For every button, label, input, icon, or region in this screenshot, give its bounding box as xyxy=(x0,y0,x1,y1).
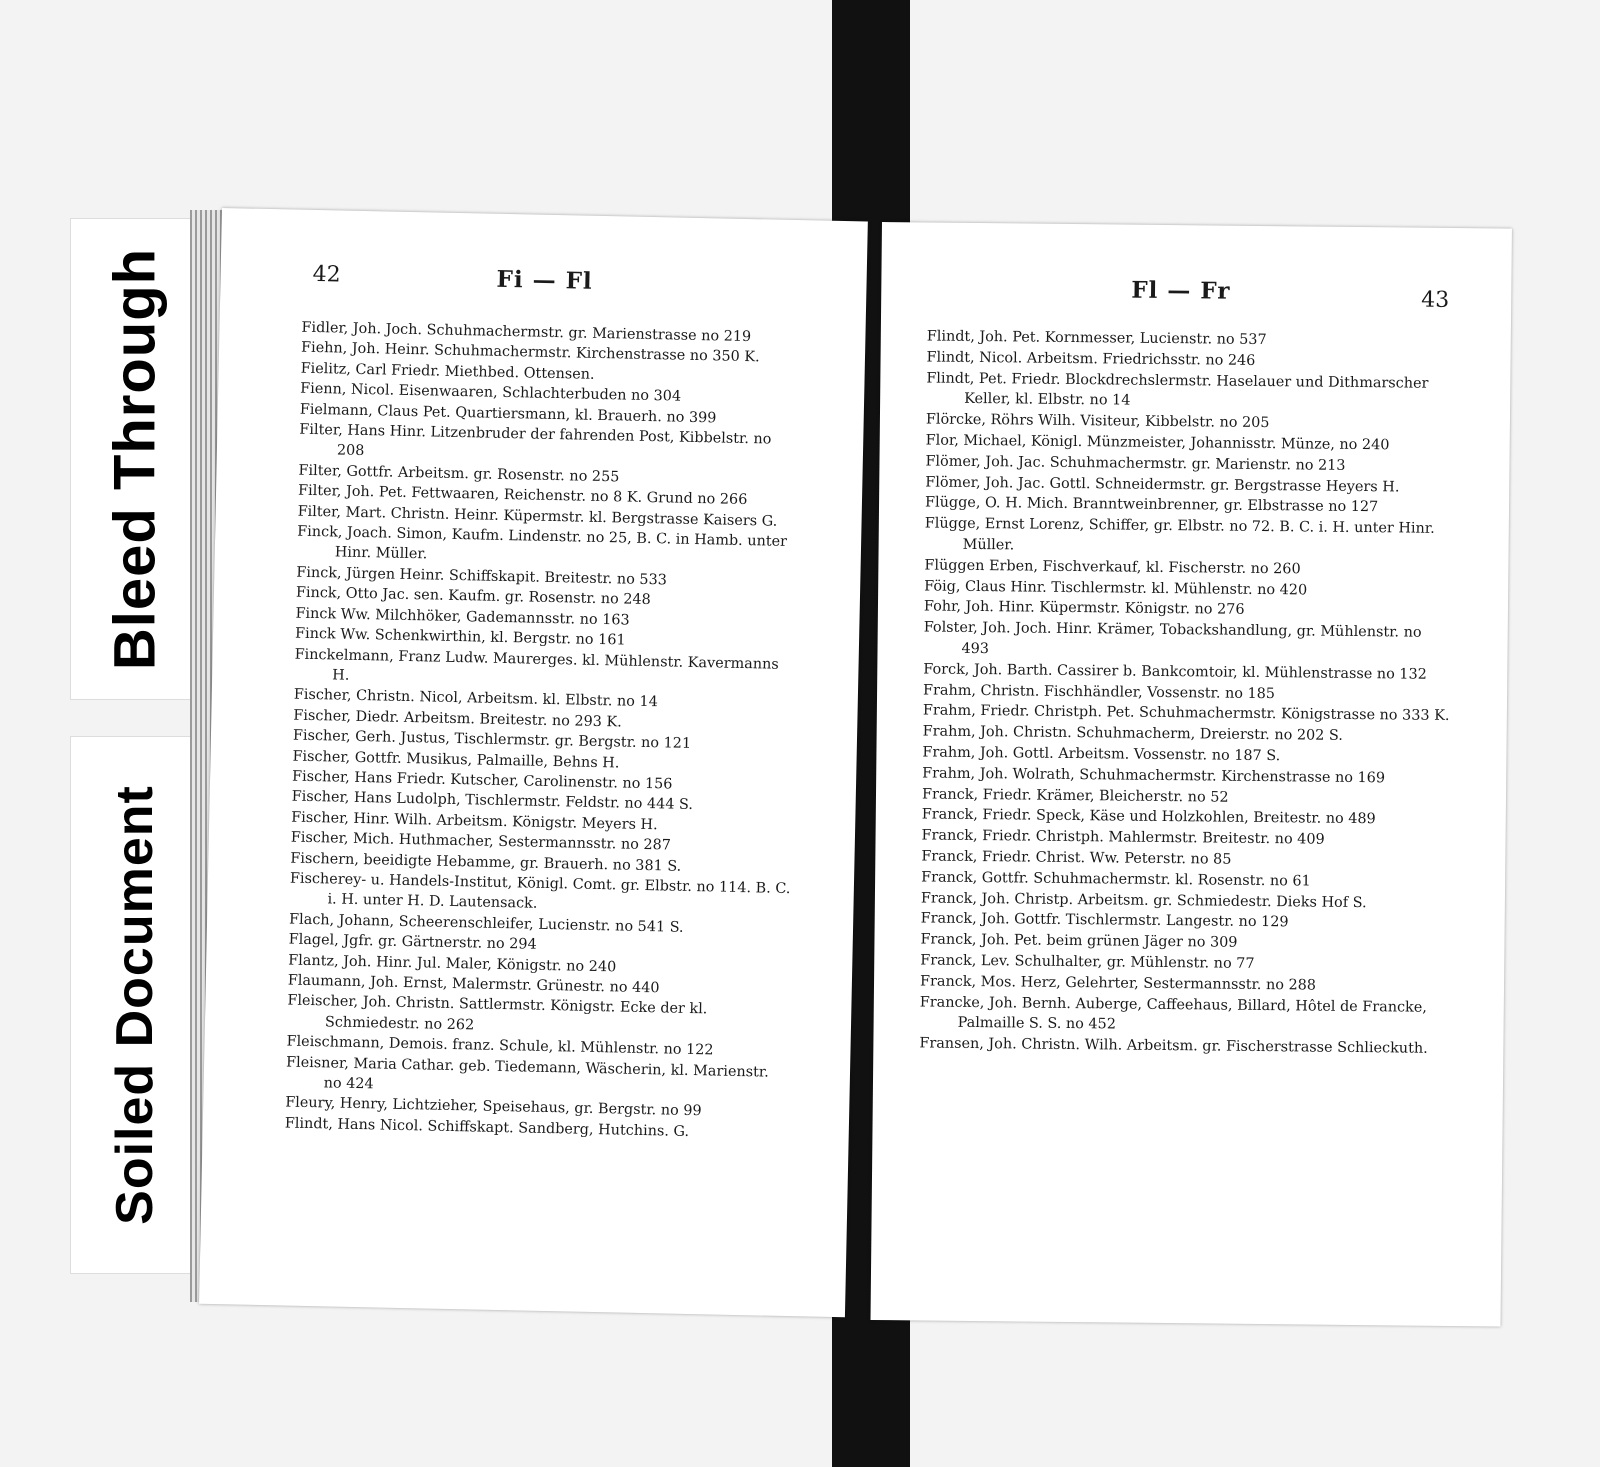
left-page-range: Fi — Fl xyxy=(496,265,593,295)
bleed-through-label: Bleed Through xyxy=(102,247,168,671)
directory-entry: Fischer, Hans Ludolph, Tischlermstr. Feldstr. no 444 S. xyxy=(291,788,694,814)
directory-entry: Finckelmann, Franz Ludw. Maurerges. kl. Mühlenstr. Kavermanns H. xyxy=(294,646,779,684)
directory-entry: Flach, Johann, Scheerenschleifer, Lucienstr. no 541 S. xyxy=(288,911,684,936)
directory-entry: Frahm, Joh. Christn. Schuhmacherm, Dreierstr. no 202 S. xyxy=(922,723,1343,744)
directory-entry: Francke, Joh. Bernh. Auberge, Caffeehaus, Billard, Hôtel de Francke, Palmaille S. S. no 452 xyxy=(919,993,1427,1033)
directory-entry: Fischer, Mich. Huthmacher, Sestermannsstr. no 287 xyxy=(290,829,672,854)
directory-entry: Franck, Joh. Christp. Arbeitsm. gr. Schmiedestr. Dieks Hof S. xyxy=(920,889,1367,911)
directory-entry: Fischer, Hans Friedr. Kutscher, Carolinenstr. no 156 xyxy=(291,768,673,793)
soiled-document-label-card xyxy=(70,736,200,1274)
directory-entry: Flindt, Hans Nicol. Schiffskapt. Sandberg, Hutchins. G. xyxy=(284,1115,690,1140)
right-page xyxy=(871,222,1512,1327)
directory-entry: Filter, Gottfr. Arbeitsm. gr. Rosenstr. no 255 xyxy=(298,462,620,486)
directory-entry: Fischer, Diedr. Arbeitsm. Breitestr. no 293 K. xyxy=(293,707,623,731)
directory-entry: Flantz, Joh. Hinr. Jul. Maler, Königstr. no 240 xyxy=(288,952,617,976)
directory-entry: Fransen, Joh. Christn. Wilh. Arbeitsm. gr. Fischerstrasse Schlieckuth. xyxy=(919,1035,1428,1057)
right-entry-list xyxy=(919,326,1455,1059)
directory-entry: Fischer, Gerh. Justus, Tischlermstr. gr. Bergstr. no 121 xyxy=(292,727,692,753)
directory-entry: Flüggen Erben, Fischverkauf, kl. Fischerstr. no 260 xyxy=(924,557,1301,578)
directory-entry: Flindt, Nicol. Arbeitsm. Friedrichsstr. no 246 xyxy=(926,349,1256,369)
directory-entry: Finck Ww. Milchhöker, Gademannsstr. no 163 xyxy=(295,605,630,629)
directory-entry: Fischer, Christn. Nicol, Arbeitsm. kl. Elbstr. no 14 xyxy=(293,686,658,711)
directory-entry: Fischerey- u. Handels-Institut, Königl. Comt. gr. Elbstr. no 114. B. C. i. H. unter H. D. Lautensack. xyxy=(289,870,791,913)
directory-entry: Flömer, Joh. Jac. Schuhmachermstr. gr. Marienstr. no 213 xyxy=(925,453,1346,474)
soiled-document-label: Soiled Document xyxy=(106,785,164,1225)
directory-entry: Frahm, Joh. Gottl. Arbeitsm. Vossenstr. no 187 S. xyxy=(922,744,1281,765)
directory-entry: Finck Ww. Schenkwirthin, kl. Bergstr. no 161 xyxy=(294,625,626,649)
right-page-header xyxy=(881,274,1511,313)
directory-entry: Finck, Otto Jac. sen. Kaufm. gr. Rosenstr. no 248 xyxy=(295,584,651,609)
directory-entry: Fienn, Nicol. Eisenwaaren, Schlachterbuden no 304 xyxy=(300,380,682,405)
directory-entry: Fielmann, Claus Pet. Quartiersmann, kl. Brauerh. no 399 xyxy=(299,401,717,427)
directory-entry: Föig, Claus Hinr. Tischlermstr. kl. Mühlenstr. no 420 xyxy=(924,578,1308,599)
directory-entry: Forck, Joh. Barth. Cassirer b. Bankcomtoir, kl. Mühlenstrasse no 132 xyxy=(923,661,1427,683)
directory-entry: Flindt, Pet. Friedr. Blockdrechslermstr. Haselauer und Dithmarscher Keller, kl. Elbstr. no 14 xyxy=(926,370,1429,410)
directory-entry: Folster, Joh. Joch. Hinr. Krämer, Tobackshandlung, gr. Mühlenstr. no 493 xyxy=(923,619,1422,658)
directory-entry: Fischer, Hinr. Wilh. Arbeitsm. Königstr. Meyers H. xyxy=(291,809,658,834)
directory-entry: Flörcke, Röhrs Wilh. Visiteur, Kibbelstr. no 205 xyxy=(925,411,1270,432)
directory-entry: Filter, Mart. Christn. Heinr. Küpermstr. kl. Bergstrasse Kaisers G. xyxy=(297,503,778,530)
right-page-range: Fl — Fr xyxy=(1131,276,1231,305)
directory-entry: Flügge, Ernst Lorenz, Schiffer, gr. Elbstr. no 72. B. C. i. H. unter Hinr. Müller. xyxy=(924,515,1435,554)
directory-entry: Flor, Michael, Königl. Münzmeister, Johannisstr. Münze, no 240 xyxy=(925,432,1390,454)
directory-entry: Fielitz, Carl Friedr. Miethbed. Ottensen. xyxy=(300,360,595,383)
bleed-through-label-card xyxy=(70,218,200,700)
directory-entry: Flagel, Jgfr. gr. Gärtnerstr. no 294 xyxy=(288,931,537,953)
directory-entry: Filter, Hans Hinr. Litzenbruder der fahrenden Post, Kibbelstr. no 208 xyxy=(299,421,772,460)
directory-entry: Flügge, O. H. Mich. Branntweinbrenner, gr. Elbstrasse no 127 xyxy=(924,494,1379,516)
directory-entry: Flaumann, Joh. Ernst, Malermstr. Grünestr. no 440 xyxy=(287,972,660,997)
directory-entry: Fiehn, Joh. Heinr. Schuhmachermstr. Kirchenstrasse no 350 K. xyxy=(300,340,760,366)
directory-entry: Fleury, Henry, Lichtzieher, Speisehaus, gr. Bergstr. no 99 xyxy=(285,1094,702,1120)
directory-entry: Franck, Friedr. Christ. Ww. Peterstr. no 85 xyxy=(921,848,1232,868)
right-page-number: 43 xyxy=(1421,287,1450,313)
directory-entry: Finck, Joach. Simon, Kaufm. Lindenstr. no 25, B. C. in Hamb. unter Hinr. Müller. xyxy=(297,523,788,563)
directory-entry: Franck, Friedr. Speck, Käse und Holzkohlen, Breitestr. no 489 xyxy=(921,806,1376,828)
left-page xyxy=(199,208,868,1317)
directory-entry: Franck, Gottfr. Schuhmachermstr. kl. Rosenstr. no 61 xyxy=(921,869,1311,890)
directory-entry: Fischern, beeidigte Hebamme, gr. Brauerh. no 381 S. xyxy=(290,850,682,875)
directory-entry: Franck, Friedr. Krämer, Bleicherstr. no 52 xyxy=(921,785,1229,806)
directory-entry: Frahm, Joh. Wolrath, Schuhmachermstr. Kirchenstrasse no 169 xyxy=(922,765,1386,787)
directory-entry: Franck, Friedr. Christph. Mahlermstr. Breitestr. no 409 xyxy=(921,827,1325,848)
directory-entry: Finck, Jürgen Heinr. Schiffskapit. Breitestr. no 533 xyxy=(296,564,668,589)
left-entry-list xyxy=(285,318,804,1145)
directory-entry: Franck, Mos. Herz, Gelehrter, Sestermannsstr. no 288 xyxy=(919,973,1317,994)
directory-entry: Franck, Joh. Gottfr. Tischlermstr. Langestr. no 129 xyxy=(920,910,1289,931)
directory-entry: Frahm, Friedr. Christph. Pet. Schuhmachermstr. Königstrasse no 333 K. xyxy=(922,702,1450,725)
directory-entry: Franck, Joh. Pet. beim grünen Jäger no 309 xyxy=(920,931,1238,951)
directory-entry: Flömer, Joh. Jac. Gottl. Schneidermstr. gr. Bergstrasse Heyers H. xyxy=(925,474,1400,496)
directory-entry: Fidler, Joh. Joch. Schuhmachermstr. gr. Marienstrasse no 219 xyxy=(301,319,752,346)
directory-entry: Franck, Lev. Schulhalter, gr. Mühlenstr. no 77 xyxy=(920,952,1255,972)
directory-entry: Filter, Joh. Pet. Fettwaaren, Reichenstr. no 8 K. Grund no 266 xyxy=(297,482,748,509)
directory-entry: Fohr, Joh. Hinr. Küpermstr. Königstr. no 276 xyxy=(923,598,1245,619)
left-page-header xyxy=(220,260,867,306)
directory-entry: Fleischer, Joh. Christn. Sattlermstr. Königstr. Ecke der kl. Schmiedestr. no 262 xyxy=(287,992,708,1034)
left-page-number: 42 xyxy=(312,261,341,288)
directory-entry: Frahm, Christn. Fischhändler, Vossenstr. no 185 xyxy=(923,682,1276,702)
directory-entry: Fleisner, Maria Cathar. geb. Tiedemann, Wäscherin, kl. Marienstr. no 424 xyxy=(285,1054,769,1093)
directory-entry: Fischer, Gottfr. Musikus, Palmaille, Behns H. xyxy=(292,748,620,771)
directory-entry: Fleischmann, Demois. franz. Schule, kl. Mühlenstr. no 122 xyxy=(286,1033,714,1059)
directory-entry: Flindt, Joh. Pet. Kornmesser, Lucienstr. no 537 xyxy=(926,328,1267,349)
